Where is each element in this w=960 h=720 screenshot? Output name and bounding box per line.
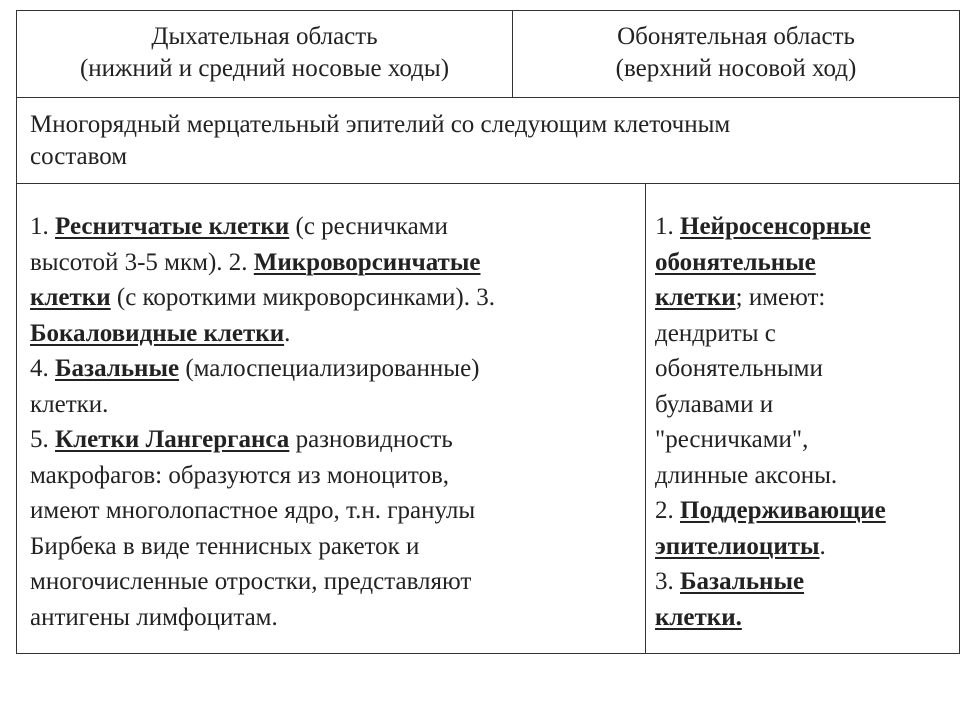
text-line [655, 245, 959, 281]
text-line: булавами и [655, 390, 774, 418]
item-text: разновидность [289, 426, 453, 453]
epithelium-description-line: составом [30, 143, 128, 170]
header-respiratory-title: Дыхательная область [151, 23, 378, 50]
epithelium-description-row [16, 97, 960, 184]
comparison-table [16, 10, 960, 654]
text-line: клетки. [30, 390, 109, 418]
item-number: 2. [655, 497, 680, 524]
text-line [655, 493, 959, 529]
text-line [30, 316, 635, 352]
text-line [655, 529, 959, 565]
item-number: 1. [655, 213, 680, 240]
text-line [30, 280, 635, 316]
cell-type-term: Бокаловидные клетки [30, 319, 285, 347]
text-line: многочисленные отростки, представляют [30, 568, 472, 595]
cell-type-term: клетки. [655, 603, 742, 631]
cell-type-term: Базальные [680, 568, 805, 595]
text-line [655, 564, 959, 600]
epithelium-description-line: Многорядный мерцательный эпителий со следующим клеточным [30, 111, 731, 138]
cell-type-term: клетки [30, 284, 111, 311]
item-text: высотой 3-5 мкм). 2. [30, 248, 254, 276]
item-number: 1. [30, 213, 55, 240]
text-line [655, 600, 959, 636]
cell-type-term: обонятельные [655, 248, 816, 276]
cell-type-term: Клетки Лангерганса [55, 426, 290, 453]
respiratory-cells-cell [16, 183, 646, 654]
cell-type-term: Нейросенсорные [680, 213, 871, 240]
text-line: антигены лимфоцитам. [30, 603, 278, 631]
item-text: (малоспециализированные) [179, 355, 480, 382]
header-olfactory-region [512, 10, 960, 98]
text-line [30, 245, 635, 281]
text-line: длинные аксоны. [655, 461, 838, 489]
text-line: макрофагов: образуются из моноцитов, [30, 461, 450, 489]
text-line [655, 209, 959, 245]
header-respiratory-region [16, 10, 513, 98]
item-text: . [819, 532, 826, 560]
text-line: "ресничками", [655, 426, 809, 453]
header-respiratory-subtitle: (нижний и средний носовые ходы) [79, 55, 450, 82]
item-text: (с короткими микроворсинками). 3. [110, 284, 495, 311]
text-line: дендриты с [655, 319, 776, 347]
text-line [30, 422, 635, 458]
text-line [30, 351, 635, 387]
cell-type-term: клетки [655, 284, 736, 311]
text-line [655, 280, 959, 316]
item-text: ; имеют: [735, 284, 826, 311]
cell-type-term: Поддерживающие [680, 497, 886, 524]
cell-type-term: Базальные [55, 355, 180, 382]
header-olfactory-subtitle: (верхний носовой ход) [615, 55, 857, 82]
text-line: Бирбека в виде теннисных ракеток и [30, 532, 420, 560]
item-text: (с ресничками [289, 213, 448, 240]
item-number: 3. [655, 568, 680, 595]
text-line: обонятельными [655, 355, 823, 382]
cell-type-term: Микроворсинчатые [253, 248, 481, 276]
item-text: . [284, 319, 291, 347]
olfactory-cells-cell [645, 183, 960, 654]
text-line [30, 209, 635, 245]
text-line: имеют многолопастное ядро, т.н. гранулы [30, 497, 476, 524]
cell-type-term: Реснитчатые клетки [55, 213, 290, 240]
item-number: 4. [30, 355, 55, 382]
cell-type-term: эпителиоциты [655, 532, 820, 560]
item-number: 5. [30, 426, 55, 453]
header-olfactory-title: Обонятельная область [617, 23, 855, 50]
